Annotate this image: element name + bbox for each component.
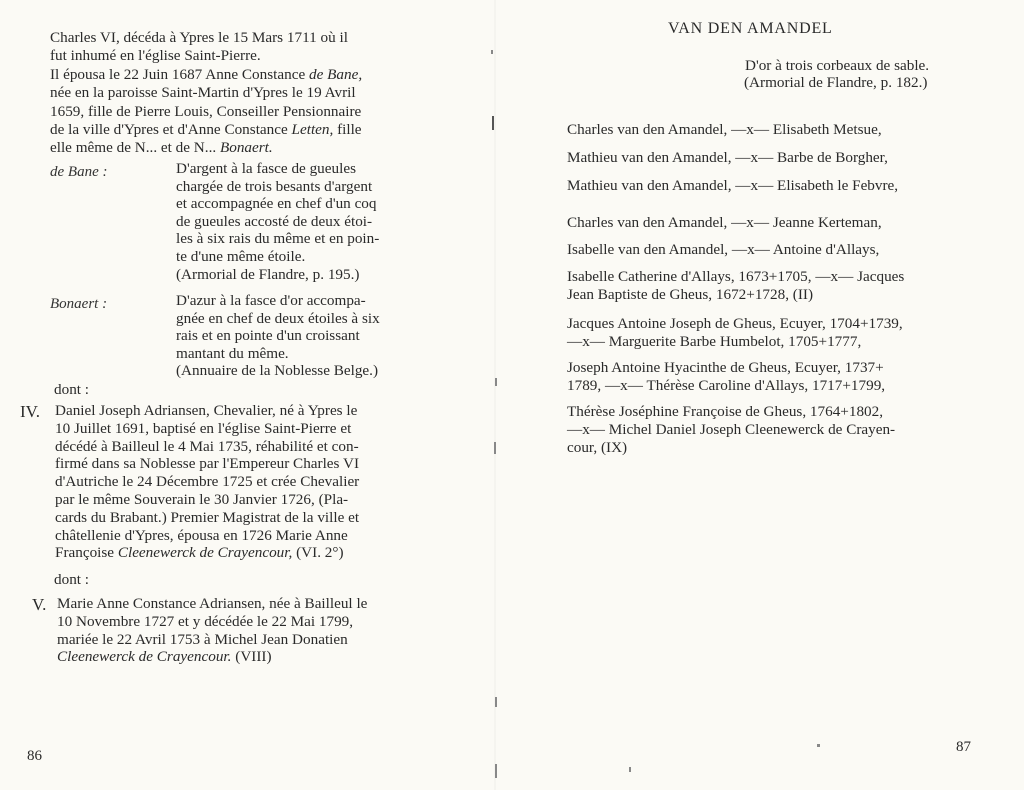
genealogy-entry: Isabelle van den Amandel, —x— Antoine d'Allays, <box>567 241 880 258</box>
scan-mark <box>495 697 497 707</box>
right-page <box>496 0 1024 790</box>
genealogy-entry: Thérèse Joséphine Françoise de Gheus, 1764+1802, —x— Michel Daniel Joseph Cleenewerck de Crayen- cour, (IX) <box>567 403 896 456</box>
blazon-source: (Armorial de Flandre, p. 182.) <box>744 74 928 91</box>
genealogy-entry: Jacques Antoine Joseph de Gheus, Ecuyer, 1704+1739, —x— Marguerite Barbe Humbelot, 1705+1777, <box>567 315 903 350</box>
genealogy-entry: Charles van den Amandel, —x— Elisabeth Metsue, <box>567 121 882 138</box>
intro-paragraph: Charles VI, décéda à Ypres le 15 Mars 1711 où il fut inhumé en l'église Saint-Pierre. Il épousa le 22 Juin 1687 Anne Constance de Bane, née en la paroisse Saint-Martin d'Ypres le 19 Avril 1659, fille de Pierre Louis, Conseiller Pensionnaire de la ville d'Ypres et d'Anne Constance Letten, fille elle même de N... et de N... Bonaert. <box>50 29 363 157</box>
scan-mark <box>491 50 493 54</box>
dont-label-2: dont : <box>54 571 90 588</box>
scan-mark <box>495 378 497 386</box>
page-number-left: 86 <box>27 748 42 764</box>
arms-description-bonaert: D'azur à la fasce d'or accompa- gnée en chef de deux étoiles à six rais et en pointe d'un croissant mantant du même. (Annuaire de la Noblesse Belge.) <box>176 292 380 380</box>
generation-v-paragraph: Marie Anne Constance Adriansen, née à Bailleul le 10 Novembre 1727 et y décédée le 22 Mai 1799, mariée le 22 Avril 1753 à Michel Jean Donatien Cleenewerck de Crayencour. (VIII) <box>57 595 368 666</box>
scan-mark <box>495 764 497 778</box>
arms-label-bonaert: Bonaert : <box>50 296 108 312</box>
page-number-right: 87 <box>956 739 971 755</box>
genealogy-entry: Isabelle Catherine d'Allays, 1673+1705, —x— Jacques Jean Baptiste de Gheus, 1672+1728, (II) <box>567 268 905 303</box>
dont-label: dont : <box>54 381 90 398</box>
genealogy-entry: Mathieu van den Amandel, —x— Elisabeth le Febvre, <box>567 177 899 194</box>
arms-description-de-bane: D'argent à la fasce de gueules chargée de trois besants d'argent et accompagnée en chef d'un coq de gueules accosté de deux étoi- les à six rais du même et en poin- te d'une même étoile. (Armorial de Flandre, p. 195.) <box>176 160 380 283</box>
scan-mark <box>492 116 494 130</box>
genealogy-entry: Mathieu van den Amandel, —x— Barbe de Borgher, <box>567 149 888 166</box>
scan-mark <box>629 767 631 772</box>
blazon: D'or à trois corbeaux de sable. <box>745 57 930 74</box>
generation-iv-paragraph: Daniel Joseph Adriansen, Chevalier, né à Ypres le 10 Juillet 1691, baptisé en l'église Saint-Pierre et décédé à Bailleul le 4 Mai 1735, réhabilité et con- firmé dans sa Noblesse par l'Empereur Charles VI d'Autriche le 24 Décembre 1725 et crée Chevalier par le même Souverain le 30 Janvier 1726, (Pla- cards du Brabant.) Premier Magistrat de la ville et châtellenie d'Ypres, épousa en 1726 Marie Anne Françoise Cleenewerck de Crayencour, (VI. 2°) <box>55 402 360 562</box>
family-title: VAN DEN AMANDEL <box>668 20 833 37</box>
scan-mark <box>494 442 496 454</box>
genealogy-entry: Charles van den Amandel, —x— Jeanne Kerteman, <box>567 214 882 231</box>
left-page <box>0 0 496 790</box>
generation-numeral-iv: IV. <box>20 402 40 421</box>
generation-numeral-v: V. <box>32 595 47 614</box>
arms-label-de-bane: de Bane : <box>50 164 108 180</box>
scan-mark <box>817 744 820 747</box>
genealogy-entry: Joseph Antoine Hyacinthe de Gheus, Ecuyer, 1737+ 1789, —x— Thérèse Caroline d'Allays, 1717+1799, <box>567 359 886 394</box>
